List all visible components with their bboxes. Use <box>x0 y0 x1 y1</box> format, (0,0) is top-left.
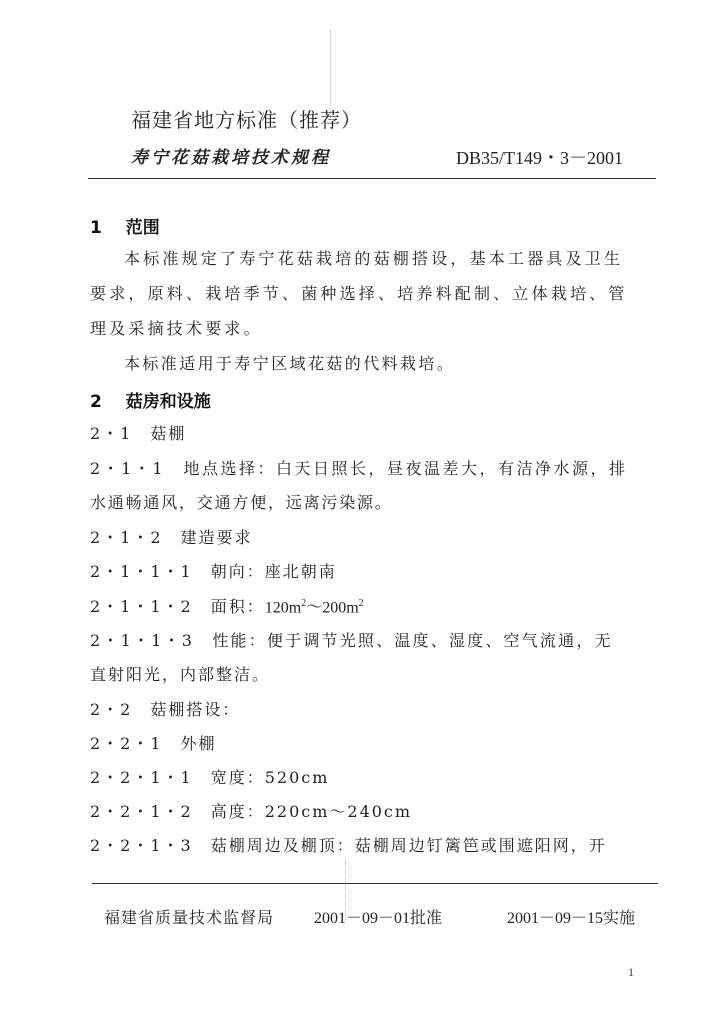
footer-rule <box>92 883 658 884</box>
paragraph-line: 要求，原料、栽培季节、菌种选择、培养料配制、立体栽培、管 <box>90 284 628 303</box>
implementation-date: 2001－09－15实施 <box>507 910 636 927</box>
paragraph-line: 理及采摘技术要求。 <box>90 319 263 338</box>
section-heading-1 <box>90 213 160 238</box>
page-number: 1 <box>628 965 634 979</box>
clause-line-area <box>90 594 364 617</box>
clause-line: 2・2・1・1 宽度：520cm <box>90 768 330 787</box>
clause-line: 2・1・2 建造要求 <box>90 528 253 547</box>
area-max: $200m^2$ <box>322 597 364 616</box>
unit-superscript: 2 <box>301 597 307 609</box>
header-rule <box>88 178 656 179</box>
section-title: 菇房和设施 <box>125 392 211 412</box>
clause-line: 2・2・1 外棚 <box>90 734 217 753</box>
document-title: 寿宁花菇栽培技术规程 <box>131 148 331 168</box>
unit-superscript: 2 <box>358 597 364 609</box>
range-separator: ～ <box>306 597 323 616</box>
section-heading-2 <box>90 387 211 412</box>
standard-title: 福建省地方标准（推荐） <box>131 108 362 132</box>
section-number: 2 <box>90 392 102 412</box>
paragraph-line: 本标准适用于寿宁区域花菇的代料栽培。 <box>124 354 456 373</box>
clause-line: 2・1・1・3 性能：便于调节光照、温度、湿度、空气流通，无 <box>90 631 613 650</box>
area-min: $120m^2$ <box>264 597 307 616</box>
clause-line: 水通畅通风，交通方便，远离污染源。 <box>90 493 393 512</box>
clause-line: 2・2・1・2 高度：220cm～240cm <box>90 802 413 821</box>
clause-line: 直射阳光，内部整洁。 <box>90 665 271 684</box>
paragraph-line: 本标准规定了寿宁花菇栽培的菇棚搭设，基本工器具及卫生 <box>124 249 624 268</box>
clause-line: 2・2・1・3 菇棚周边及棚顶：菇棚周边钉篱笆或围遮阳网，开 <box>90 836 607 855</box>
section-number: 1 <box>90 218 102 238</box>
issuing-authority: 福建省质量技术监督局 <box>104 910 275 927</box>
standard-code: DB35/T149・3－2001 <box>456 148 624 168</box>
section-title: 范围 <box>125 218 160 238</box>
clause-line: 2・1 菇棚 <box>90 424 187 443</box>
clause-line: 2・1・1・1 朝向：座北朝南 <box>90 562 337 581</box>
clause-line: 2・2 菇棚搭设： <box>90 700 241 719</box>
approval-date: 2001－09－01批准 <box>314 910 443 927</box>
clause-line: 2・1・1 地点选择：白天日照长，昼夜温差大，有洁净水源，排 <box>90 459 628 478</box>
clause-label: 2・1・1・2 面积： <box>90 597 265 616</box>
